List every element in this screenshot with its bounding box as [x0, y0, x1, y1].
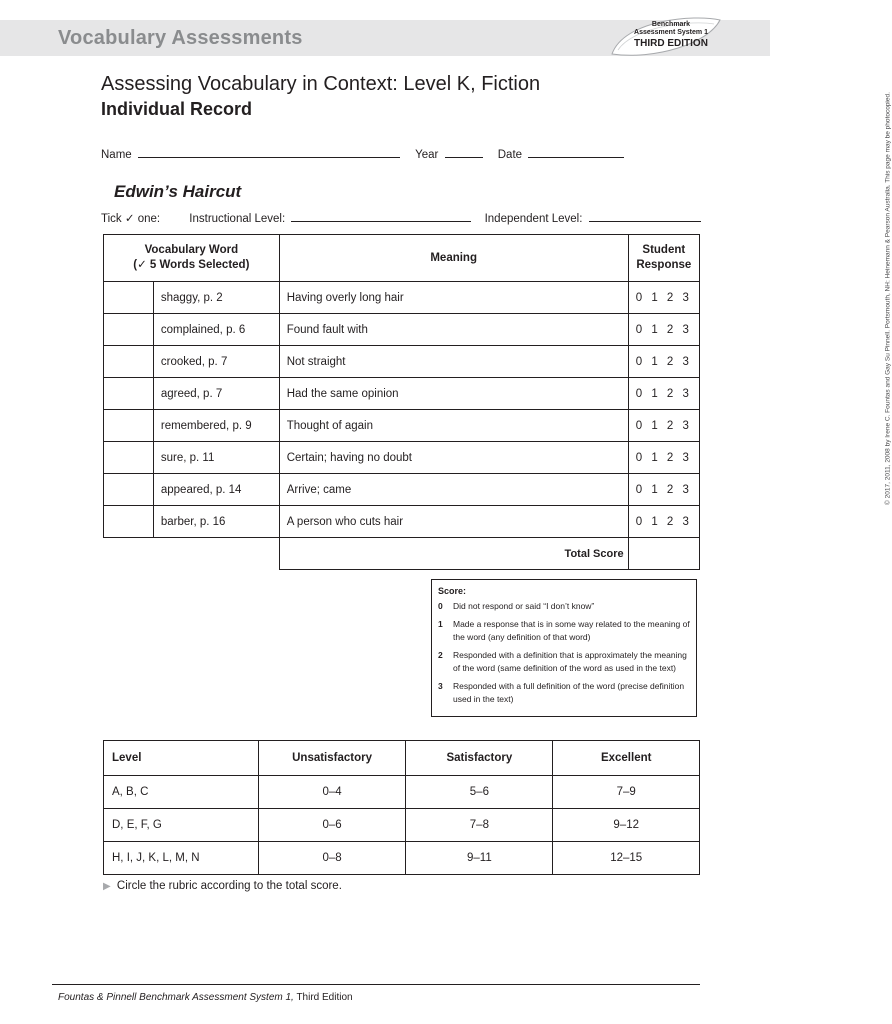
table-row: [104, 776, 700, 809]
date-label: Date: [497, 149, 523, 161]
rubric-table: [103, 740, 700, 875]
footer-divider: [52, 984, 700, 985]
independent-level-blank[interactable]: [589, 211, 701, 222]
rubric-cell[interactable]: 0–8: [258, 842, 406, 875]
table-row: [104, 442, 700, 474]
rubric-level: A, B, C: [104, 776, 259, 809]
document-title: Assessing Vocabulary in Context: Level K, Fiction: [101, 73, 541, 95]
rubric-level: H, I, J, K, L, M, N: [104, 842, 259, 875]
total-score-field[interactable]: [628, 538, 699, 570]
badge-edition: THIRD EDITION: [634, 38, 708, 49]
response-score-options[interactable]: 0 1 2 3: [628, 346, 699, 378]
vocab-word: agreed, p. 7: [153, 378, 279, 410]
vocabulary-table: [103, 234, 700, 570]
tick-one-label: one:: [137, 213, 161, 225]
response-score-options[interactable]: 0 1 2 3: [628, 442, 699, 474]
rubric-level: D, E, F, G: [104, 809, 259, 842]
rubric-header-row: [104, 741, 700, 776]
vocab-word: complained, p. 6: [153, 314, 279, 346]
year-blank[interactable]: [445, 147, 483, 158]
word-meaning: Not straight: [279, 346, 628, 378]
word-select-checkbox[interactable]: [104, 410, 154, 442]
word-meaning: Arrive; came: [279, 474, 628, 506]
word-select-checkbox[interactable]: [104, 346, 154, 378]
word-select-checkbox[interactable]: [104, 282, 154, 314]
rubric-cell[interactable]: 7–8: [406, 809, 553, 842]
score-key-number: 0: [438, 601, 443, 611]
word-meaning: A person who cuts hair: [279, 506, 628, 538]
badge-line-2: Assessment System 1: [634, 29, 708, 36]
arrow-right-icon: ▶: [103, 881, 111, 892]
score-key-text: Made a response that is in some way related to the meaning of the word (any definition of that word): [453, 619, 690, 642]
footer-credit: [58, 992, 353, 1003]
response-header-line1: Student: [642, 244, 686, 256]
name-year-date-row: [101, 147, 624, 161]
response-score-options[interactable]: 0 1 2 3: [628, 506, 699, 538]
word-meaning: Having overly long hair: [279, 282, 628, 314]
word-select-checkbox[interactable]: [104, 314, 154, 346]
table-row: [104, 506, 700, 538]
rubric-cell[interactable]: 5–6: [406, 776, 553, 809]
copyright-note: © 2017, 2011, 2008 by Irene C. Fountas and Gay Su Pinnell. Portsmouth, NH: Heinemann & Pearson Australia. This page may be photocopied.: [884, 92, 892, 505]
score-key-number: 1: [438, 619, 443, 629]
total-score-label: Total Score: [279, 538, 628, 570]
word-meaning: Had the same opinion: [279, 378, 628, 410]
score-key-item: [438, 600, 696, 613]
table-row: [104, 474, 700, 506]
total-score-row: [104, 538, 700, 570]
checkmark-icon: ✓: [124, 213, 135, 225]
response-header-line2: Response: [636, 259, 692, 271]
rubric-cell[interactable]: 0–6: [258, 809, 406, 842]
story-title: Edwin’s Haircut: [114, 182, 242, 201]
score-key-text: Did not respond or said “I don’t know”: [453, 601, 595, 611]
table-row: [104, 314, 700, 346]
vocab-word: shaggy, p. 2: [153, 282, 279, 314]
word-meaning: Certain; having no doubt: [279, 442, 628, 474]
instructional-level-blank[interactable]: [291, 211, 471, 222]
vocab-word: sure, p. 11: [153, 442, 279, 474]
score-key-item: [438, 680, 696, 706]
edition-badge: [604, 14, 724, 60]
word-meaning: Found fault with: [279, 314, 628, 346]
footer-credit-plain: Third Edition: [293, 992, 353, 1003]
instructional-level-label: Instructional Level:: [189, 213, 286, 225]
score-key-title: Score:: [438, 586, 467, 596]
score-key-text: Responded with a definition that is approximately the meaning of the word (same definition of the word as used in the text): [453, 650, 687, 673]
table-row: [104, 282, 700, 314]
vocab-header-row: [104, 235, 700, 282]
score-key-number: 2: [438, 650, 443, 660]
table-row: [104, 842, 700, 875]
vocab-word: remembered, p. 9: [153, 410, 279, 442]
vocab-word: barber, p. 16: [153, 506, 279, 538]
table-row: [104, 346, 700, 378]
rubric-instruction: [103, 880, 342, 892]
rubric-cell[interactable]: 9–12: [553, 809, 700, 842]
table-row: [104, 378, 700, 410]
table-row: [104, 809, 700, 842]
word-select-checkbox[interactable]: [104, 378, 154, 410]
name-blank[interactable]: [138, 147, 400, 158]
response-header: [628, 235, 699, 282]
rubric-cell[interactable]: 9–11: [406, 842, 553, 875]
word-meaning: Thought of again: [279, 410, 628, 442]
rubric-header-excellent: Excellent: [553, 741, 700, 776]
score-key-item: [438, 618, 696, 644]
score-key-box: [431, 579, 697, 717]
footer-credit-italic: Fountas & Pinnell Benchmark Assessment System 1,: [58, 992, 294, 1003]
rubric-cell[interactable]: 12–15: [553, 842, 700, 875]
rubric-header-level: Level: [104, 741, 259, 776]
word-select-checkbox[interactable]: [104, 506, 154, 538]
name-label: Name: [101, 149, 132, 161]
score-key-item: [438, 649, 696, 675]
word-select-checkbox[interactable]: [104, 474, 154, 506]
document-subtitle: Individual Record: [101, 99, 253, 119]
rubric-cell[interactable]: 0–4: [258, 776, 406, 809]
response-score-options[interactable]: 0 1 2 3: [628, 410, 699, 442]
date-blank[interactable]: [528, 147, 624, 158]
vocab-word-header-line1: Vocabulary Word: [144, 244, 239, 256]
response-score-options[interactable]: 0 1 2 3: [628, 314, 699, 346]
section-title: Vocabulary Assessments: [58, 27, 303, 49]
vocab-word-header: [104, 235, 280, 282]
vocab-word: crooked, p. 7: [153, 346, 279, 378]
rubric-cell[interactable]: 7–9: [553, 776, 700, 809]
rubric-header-satisfactory: Satisfactory: [406, 741, 553, 776]
meaning-header: Meaning: [279, 235, 628, 282]
year-label: Year: [415, 149, 439, 161]
score-key-text: Responded with a full definition of the word (precise definition used in the text): [453, 681, 685, 704]
rubric-header-unsatisfactory: Unsatisfactory: [258, 741, 406, 776]
vocab-word-header-line2: (✓ 5 Words Selected): [133, 259, 250, 271]
response-score-options[interactable]: 0 1 2 3: [628, 282, 699, 314]
response-score-options[interactable]: 0 1 2 3: [628, 474, 699, 506]
total-spacer: [104, 538, 280, 570]
table-row: [104, 410, 700, 442]
vocab-word: appeared, p. 14: [153, 474, 279, 506]
badge-line-1: Benchmark: [651, 21, 691, 28]
rubric-instruction-text: Circle the rubric according to the total score.: [116, 880, 342, 892]
tick-label: Tick: [101, 213, 122, 225]
level-row: [101, 211, 701, 225]
word-select-checkbox[interactable]: [104, 442, 154, 474]
response-score-options[interactable]: 0 1 2 3: [628, 378, 699, 410]
independent-level-label: Independent Level:: [484, 213, 583, 225]
score-key-number: 3: [438, 681, 443, 691]
